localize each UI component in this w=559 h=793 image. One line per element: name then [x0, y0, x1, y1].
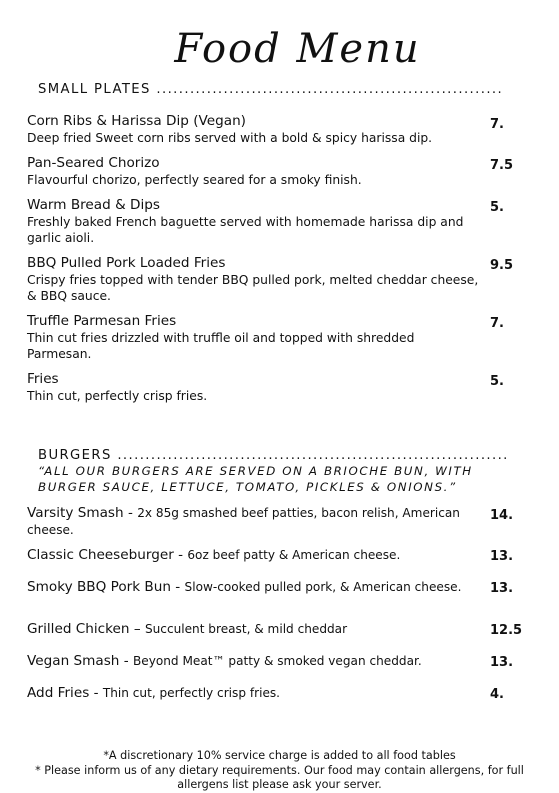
- item-description: Succulent breast, & mild cheddar: [144, 622, 348, 636]
- menu-item: [27, 505, 482, 538]
- menu-item: [27, 653, 482, 670]
- item-separator: –: [129, 621, 145, 637]
- item-price: 7.5: [490, 158, 514, 173]
- allergen-note: * Please inform us of any dietary requirements. Our food may contain allergens, for full allergens list please ask your server.: [35, 763, 524, 791]
- burgers-note: “ALL OUR BURGERS ARE SERVED ON A BRIOCHE BUN, WITH BURGER SAUCE, LETTUCE, TOMATO, PICKLES & ONIONS.”: [38, 464, 473, 494]
- menu-item: [27, 313, 482, 362]
- item-description: Deep fried Sweet corn ribs served with a bold & spicy harissa dip.: [27, 131, 433, 145]
- menu-item: [27, 371, 482, 404]
- menu-item: [27, 547, 482, 564]
- item-separator: -: [170, 579, 185, 595]
- item-description: Flavourful chorizo, perfectly seared for a smoky finish.: [27, 173, 362, 187]
- item-name: Classic Cheeseburger: [27, 547, 174, 563]
- item-separator: -: [173, 547, 188, 563]
- menu-item: [27, 579, 482, 596]
- item-price: 5.: [490, 200, 504, 215]
- item-name: Vegan Smash: [27, 653, 120, 669]
- menu-title: Food Menu: [174, 26, 421, 72]
- item-name: Grilled Chicken: [27, 621, 130, 637]
- item-price: 9.5: [490, 258, 514, 273]
- item-price: 14.: [490, 508, 514, 523]
- item-separator: -: [89, 685, 103, 701]
- item-name: Truffle Parmesan Fries: [27, 313, 177, 329]
- item-name: Varsity Smash: [27, 505, 124, 521]
- item-price: 7.: [490, 117, 504, 132]
- item-price: 7.: [490, 316, 504, 331]
- item-separator: -: [123, 505, 138, 521]
- menu-item: [27, 621, 482, 638]
- item-price: 5.: [490, 374, 504, 389]
- item-name: BBQ Pulled Pork Loaded Fries: [27, 255, 226, 271]
- item-price: 13.: [490, 549, 514, 564]
- item-separator: -: [119, 653, 133, 669]
- item-price: 13.: [490, 655, 514, 670]
- item-description: Thin cut fries drizzled with truffle oil and topped with shredded Parmesan.: [27, 331, 415, 361]
- item-price: 13.: [490, 581, 514, 596]
- service-charge-note: *A discretionary 10% service charge is added to all food tables: [103, 749, 456, 762]
- item-name: Pan-Seared Chorizo: [27, 155, 160, 171]
- item-price: 12.5: [490, 623, 523, 638]
- item-price: 4.: [490, 687, 504, 702]
- item-description: Crispy fries topped with tender BBQ pulled pork, melted cheddar cheese, & BBQ sauce.: [27, 273, 479, 303]
- item-name: Fries: [27, 371, 59, 387]
- menu-item: [27, 155, 482, 188]
- item-description: Slow-cooked pulled pork, & American cheese.: [184, 580, 462, 594]
- item-name: Warm Bread & Dips: [27, 197, 160, 213]
- menu-item: [27, 685, 482, 702]
- small-plates-heading: SMALL PLATES ..............................................................: [38, 82, 504, 97]
- item-name: Add Fries: [27, 685, 90, 701]
- item-description: Thin cut, perfectly crisp fries.: [27, 389, 208, 403]
- menu-item: [27, 255, 482, 304]
- footer-notes: [0, 749, 559, 793]
- item-description: Freshly baked French baguette served with homemade harissa dip and garlic aioli.: [27, 215, 464, 245]
- burgers-heading: BURGERS ......................................................................: [38, 448, 509, 463]
- item-description: Thin cut, perfectly crisp fries.: [102, 686, 281, 700]
- item-name: Smoky BBQ Pork Bun: [27, 579, 171, 595]
- menu-item: [27, 197, 482, 246]
- item-description: 2x 85g smashed beef patties, bacon relish, American cheese.: [27, 506, 460, 537]
- menu-item: [27, 113, 482, 146]
- item-name: Corn Ribs & Harissa Dip (Vegan): [27, 113, 246, 129]
- item-description: 6oz beef patty & American cheese.: [187, 548, 401, 562]
- item-description: Beyond Meat™ patty & smoked vegan cheddar.: [132, 654, 422, 668]
